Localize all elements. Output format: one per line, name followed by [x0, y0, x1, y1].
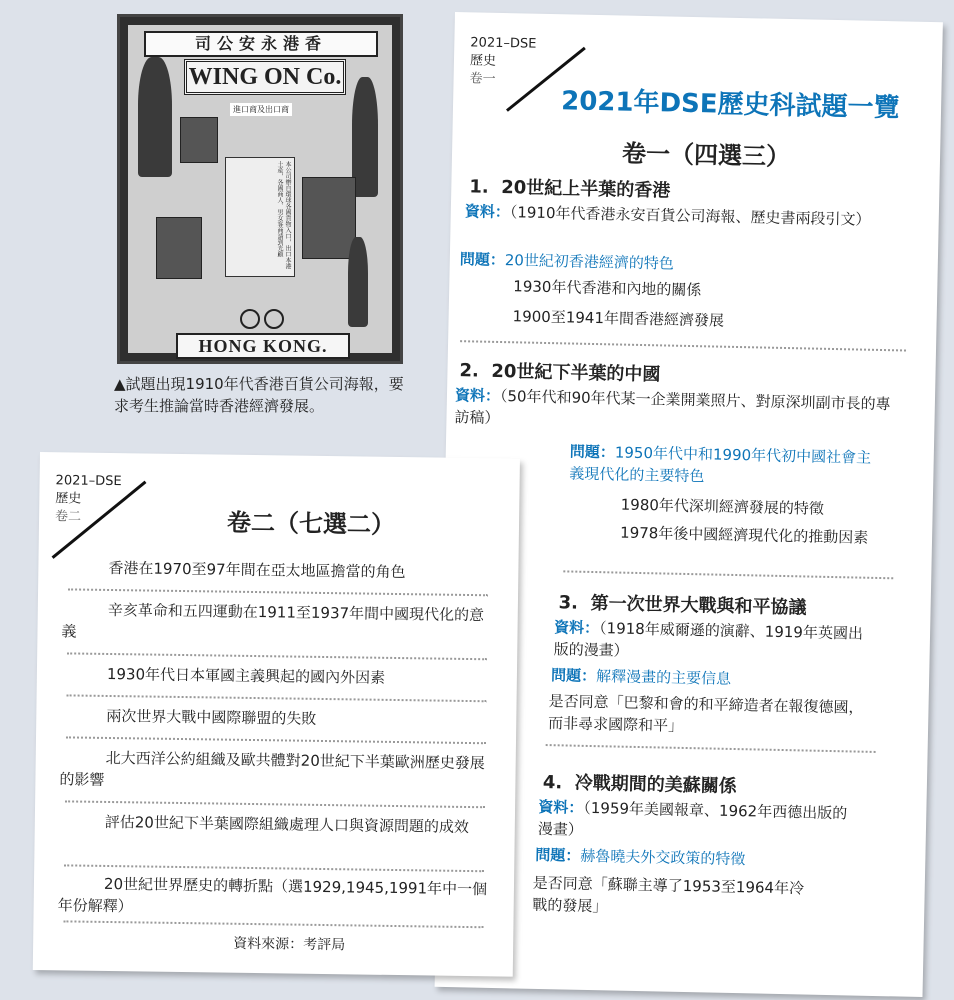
page-title: 2021年DSE歷史科試題一覽	[560, 86, 900, 124]
question-label: 問題：	[459, 250, 506, 270]
section-1-question-3: 1900至1941年間香港經濟發展	[512, 307, 725, 330]
paper-one-meta	[469, 34, 536, 89]
section-1-source	[465, 200, 905, 231]
poster-chinese-banner: 司公安永港香	[144, 31, 378, 57]
section-4-question-2: 是否同意「蘇聯主導了1953至1964年冷戰的發展」	[532, 873, 805, 916]
poster-figure-left	[138, 57, 172, 177]
section-2-heading	[459, 356, 660, 386]
question-text: 赫魯曉夫外交政策的特徵	[580, 846, 746, 869]
section-title: 第一次世界大戰與和平協議	[590, 592, 807, 619]
section-2-question-1	[569, 441, 880, 491]
poster-figure-bottom	[348, 237, 368, 327]
dotted-divider	[460, 340, 906, 351]
poster-body-text: 本公司辦自環球各國貨物入口，出口本港土產，各國商人、男女客商請到光顧	[225, 157, 295, 277]
poster-english-banner: WING ON Co.	[184, 59, 346, 95]
paper-two-item: 1930年代日本軍國主義興起的國內外因素	[106, 664, 386, 687]
section-number: 1.	[469, 176, 489, 198]
dotted-divider	[68, 588, 488, 596]
exam-code: 2021–DSE	[55, 473, 122, 490]
paper-two-item: 20世紀世界歷史的轉折點（選1929,1945,1991年中一個年份解釋）	[57, 874, 488, 916]
section-1-question-2: 1930年代香港和內地的關係	[513, 277, 702, 300]
source-text: （1959年美國報章、1962年西德出版的漫畫）	[537, 798, 848, 839]
paper-two-item: 辛亥革命和五四運動在1911至1937年間中國現代化的意義	[61, 600, 485, 641]
wing-on-poster-image	[117, 14, 403, 364]
bicycle-wheel-icon	[264, 309, 284, 329]
section-1-question-1	[460, 248, 675, 274]
section-4-source	[538, 796, 859, 847]
section-4-question-1	[535, 844, 745, 870]
section-2-question-2: 1980年代深圳經濟發展的特徵	[620, 495, 825, 518]
section-title: 20世紀下半葉的中國	[491, 360, 661, 386]
section-1-heading	[469, 172, 670, 202]
subject: 歷史	[469, 53, 497, 69]
paper-number: 卷一	[469, 71, 496, 87]
paper-two-item: 兩次世界大戰中國際聯盟的失敗	[106, 706, 317, 728]
poster-shelf	[156, 217, 202, 279]
source-text: （50年代和90年代某一企業開業照片、對原深圳副市長的專訪稿）	[454, 387, 891, 428]
paper-two-item: 香港在1970至97年間在亞太地區擔當的角色	[108, 558, 406, 582]
source-label: 資料：	[464, 202, 511, 222]
source-label: 資料：	[454, 386, 501, 406]
section-number: 2.	[459, 360, 480, 382]
section-3-heading	[558, 588, 806, 619]
question-text: 1950年代中和1990年代初中國社會主義現代化的主要特色	[569, 443, 872, 486]
question-text: 20世紀初香港經濟的特色	[504, 251, 675, 273]
poster-caption: ▲試題出現1910年代香港百貨公司海報，要求考生推論當時香港經濟發展。	[114, 375, 404, 415]
section-3-question-2: 是否同意「巴黎和會的和平締造者在報復德國，而非尋求國際和平」	[547, 692, 864, 735]
dotted-divider	[67, 694, 487, 702]
paper-two-item: 北大西洋公約組織及歐共體對20世紀下半葉歐洲歷史發展的影響	[59, 748, 485, 789]
section-title: 冷戰期間的美蘇關係	[574, 772, 737, 798]
dotted-divider	[64, 864, 484, 872]
paper-number: 卷二	[54, 509, 82, 525]
exam-code: 2021–DSE	[470, 35, 537, 52]
dotted-divider	[67, 652, 487, 660]
poster-shelf	[180, 117, 218, 163]
subject: 歷史	[55, 491, 82, 507]
paper-one-subtitle: 卷一（四選三）	[621, 139, 791, 172]
dotted-divider	[65, 800, 485, 808]
poster-shelf	[302, 177, 356, 259]
source-text: （1918年威爾遜的演辭、1919年英國出版的漫畫）	[553, 619, 864, 660]
question-label: 問題：	[535, 845, 581, 865]
paper-two-subtitle: 卷二（七選二）	[226, 508, 396, 539]
source-label: 資料：	[538, 797, 584, 817]
dotted-divider	[563, 570, 893, 579]
dotted-divider	[546, 744, 876, 753]
section-2-question-3: 1978年後中國經濟現代化的推動因素	[619, 523, 869, 547]
section-title: 20世紀上半葉的香港	[501, 177, 671, 202]
question-text: 解釋漫畫的主要信息	[595, 667, 732, 688]
section-3-source	[553, 616, 874, 667]
section-4-heading	[543, 768, 737, 798]
section-3-question-1	[551, 664, 731, 690]
paper-two-meta	[55, 472, 122, 527]
source-text: （1910年代香港永安百貨公司海報、歷史書兩段引文）	[509, 203, 871, 229]
dotted-divider	[63, 920, 483, 928]
poster-subtitle: 進口商及出口商	[230, 103, 292, 116]
paper-two-card	[33, 452, 520, 977]
section-2-source	[454, 384, 895, 437]
question-label: 問題：	[550, 666, 597, 686]
section-number: 3.	[558, 592, 579, 614]
question-label: 問題：	[569, 442, 616, 462]
poster-hong-kong-footer: HONG KONG.	[176, 333, 350, 359]
paper-two-item: 評估20世紀下半葉國際組織處理人口與資源問題的成效	[104, 812, 470, 837]
source-note: 資料來源：考評局	[233, 935, 346, 954]
section-number: 4.	[542, 772, 563, 794]
dotted-divider	[66, 736, 486, 744]
bicycle-wheel-icon	[240, 309, 260, 329]
source-label: 資料：	[553, 618, 600, 638]
